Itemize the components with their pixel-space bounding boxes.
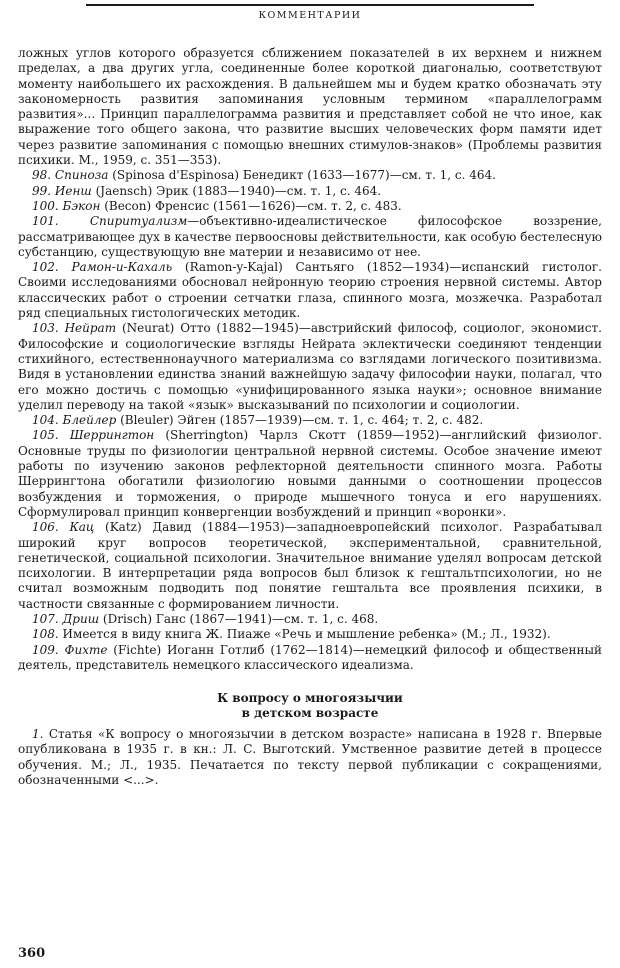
note-102 xyxy=(18,260,602,321)
note-name: Рамон-и-Кахаль xyxy=(71,260,173,275)
note-104 xyxy=(18,413,602,428)
note-text: Имеется в виду книга Ж. Пиаже «Речь и мышление ребенка» (М.; Л., 1932). xyxy=(58,627,551,642)
note-name: Иенш xyxy=(54,183,92,198)
note-text: (Jaensch) Эрик (1883—1940)—см. т. 1, с. 464. xyxy=(91,183,382,198)
note-number: 105. xyxy=(32,428,59,443)
note-103 xyxy=(18,321,602,413)
note-106 xyxy=(18,520,602,612)
note-108 xyxy=(18,627,602,642)
note-name: Шеррингтон xyxy=(69,428,155,443)
note-number: 106. xyxy=(32,520,59,535)
note-number: 103. xyxy=(32,321,59,336)
note-text: (Drisch) Ганс (1867—1941)—см. т. 1, с. 468. xyxy=(99,611,379,626)
section-note-1 xyxy=(18,727,602,788)
note-text: (Neurat) Отто (1882—1945)—австрийский философ, социолог, экономист. Философские и социологические взгляды Нейрата эклектически соединяют тенденции стихийного, естественнонаучного материализма со взглядами логического позитивизма. Видя в установлении единства знаний важнейшую задачу философии науки, полагал, что его можно достичь с помощью «унифицированного языка науки»; основное внимание уделил переводу на такой «язык» высказываний по психологии и социологии. xyxy=(18,321,602,412)
header-rule xyxy=(86,4,534,6)
note-101 xyxy=(18,214,602,260)
note-99 xyxy=(18,184,602,199)
note-name: Блейлер xyxy=(62,413,117,428)
note-name: Спиноза xyxy=(54,168,109,183)
note-109 xyxy=(18,643,602,674)
note-text: (Spinosa d'Espinosa) Бенедикт (1633—1677)—см. т. 1, с. 464. xyxy=(108,168,496,183)
note-number: 1. xyxy=(32,727,44,742)
note-text: (Ramon-y-Kajal) Сантьяго (1852—1934)—испанский гистолог. Своими исследованиями обосновал нейронную теорию строения нервной системы. Автор классических работ о строении сетчатки глаза, спинного мозга, мозжечка. Разработал ряд специальных гистологических методик. xyxy=(18,260,602,321)
page-header xyxy=(0,0,620,28)
note-text: (Fichte) Иоганн Готлиб (1762—1814)—немецкий философ и общественный деятель, представитель немецкого классического идеализма. xyxy=(18,642,602,672)
section-title xyxy=(18,691,602,721)
note-107 xyxy=(18,612,602,627)
page-number: 360 xyxy=(18,946,46,961)
note-number: 98. xyxy=(32,168,52,183)
note-name: Дриш xyxy=(62,611,100,626)
continuation-paragraph: ложных углов которого образуется сближением показателей в их верхнем и нижнем пределах, а два других угла, соединенные более короткой диагональю, соответствуют моменту наибольшего их расхождения. В дальнейшем мы и будем кратко обозначать эту закономерность развития запоминания условным термином «параллелограмм развития»... Принцип параллелограмма развития и представляет собой не что иное, как выражение того общего закона, что развитие высших человеческих форм памяти идет через развитие запоминания с помощью внешних стимулов-знаков» (Проблемы развития психики. М., 1959, с. 351—353). xyxy=(18,46,602,168)
note-105 xyxy=(18,428,602,520)
note-name: Нейрат xyxy=(64,321,117,336)
note-name: Фихте xyxy=(64,642,108,657)
note-name: Спиритуализм xyxy=(89,214,188,229)
note-number: 99. xyxy=(32,183,52,198)
note-text: (Katz) Давид (1884—1953)—западноевропейский психолог. Разрабатывал широкий круг вопросов теоретической, экспериментальной, сравнительной, генетической, социальной психологии. Значительное внимание уделял вопросам детской психологии. В интерпретации ряда вопросов был близок к гештальтпсихологии, но не считал возможным подводить под понятие гештальта все проявления психики, в частности связанные с формированием личности. xyxy=(18,520,602,611)
note-100 xyxy=(18,199,602,214)
note-number: 109. xyxy=(32,642,59,657)
note-number: 104. xyxy=(32,413,59,428)
running-head: КОММЕНТАРИИ xyxy=(258,10,362,21)
note-number: 102. xyxy=(32,260,59,275)
note-name: Бэкон xyxy=(62,198,101,213)
note-number: 101. xyxy=(32,214,59,229)
note-number: 107. xyxy=(32,611,59,626)
note-text: Статья «К вопросу о многоязычии в детском возрасте» написана в 1928 г. Впервые опубликована в 1935 г. в кн.: Л. С. Выготский. Умственное развитие детей в процессе обучения. М.; Л., 1935. Печатается по тексту первой публикации с сокращениями, обозначенными <...>. xyxy=(18,727,602,788)
note-98 xyxy=(18,168,602,183)
note-number: 108. xyxy=(32,627,59,642)
note-name: Кац xyxy=(69,520,95,535)
note-text: —объективно-идеалистическое философское воззрение, рассматривающее дух в качестве первоосновы действительности, как особую бестелесную субстанцию, существующую вне материи и независимо от нее. xyxy=(18,214,602,259)
note-text: (Bleuler) Эйген (1857—1939)—см. т. 1, с. 464; т. 2, с. 482. xyxy=(116,413,484,428)
note-text: (Sherrington) Чарлз Скотт (1859—1952)—английский физиолог. Основные труды по физиологии центральной нервной системы. Особое значение имеют работы по изучению законов рефлекторной деятельности спинного мозга. Работы Шеррингтона обогатили физиологию новыми данными о соотношении процессов возбуждения и торможения, о природе мышечного тонуса и его нарушениях. Сформулировал принцип конвергенции возбуждений и принцип «воронки». xyxy=(18,428,602,519)
note-text: (Becon) Френсис (1561—1626)—см. т. 2, с. 483. xyxy=(100,198,402,213)
section-title-line-2: в детском возрасте xyxy=(241,706,379,721)
body-text xyxy=(18,46,602,788)
section-title-line-1: К вопросу о многоязычии xyxy=(217,691,403,706)
note-number: 100. xyxy=(32,198,59,213)
